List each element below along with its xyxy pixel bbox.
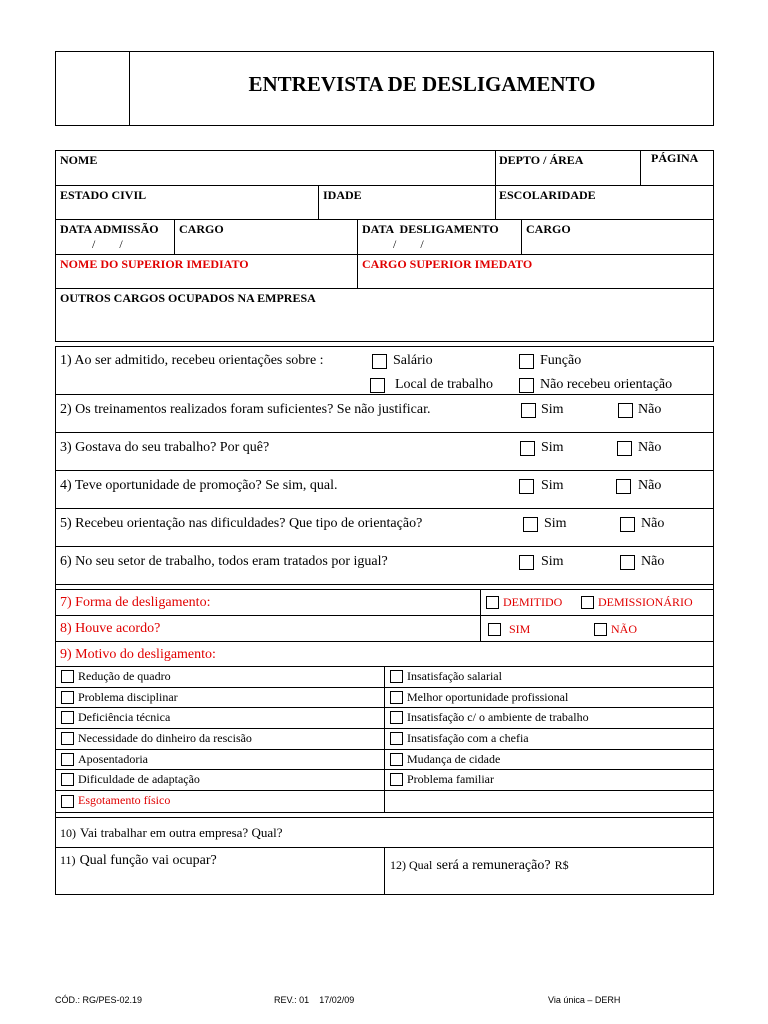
checkbox-demitido[interactable] <box>486 596 499 609</box>
nome-label: NOME <box>60 153 98 167</box>
q-row-line <box>55 546 714 547</box>
checkbox-nao-recebeu[interactable] <box>519 378 534 393</box>
question-12-number: 12) Qual <box>390 858 433 872</box>
motivo-dificuldade-adaptacao: Dificuldade de adaptação <box>78 772 200 786</box>
checkbox-q2-nao[interactable] <box>618 403 633 418</box>
checkbox-necessidade-dinheiro[interactable] <box>61 732 74 745</box>
checkbox-insatisfacao-chefia[interactable] <box>390 732 403 745</box>
motivo-problema-familiar: Problema familiar <box>407 772 494 786</box>
q-col-line <box>384 666 385 812</box>
option-nao-recebeu: Não recebeu orientação <box>540 377 673 392</box>
motivo-deficiencia-tecnica: Deficiência técnica <box>78 710 171 724</box>
data-admissao-slashes: / / <box>92 237 123 251</box>
acordo-sim-label: SIM <box>509 622 531 636</box>
depto-area-label: DEPTO / ÁREA <box>499 153 584 167</box>
cargo2-label: CARGO <box>526 222 571 236</box>
checkbox-problema-disciplinar[interactable] <box>61 691 74 704</box>
q-row-line <box>55 584 714 585</box>
q5-nao-label: Não <box>641 516 665 531</box>
checkbox-insatisfacao-ambiente[interactable] <box>390 711 403 724</box>
checkbox-q3-nao[interactable] <box>617 441 632 456</box>
question-3: 3) Gostava do seu trabalho? Por quê? <box>60 440 270 455</box>
motivo-mudanca-cidade: Mudança de cidade <box>407 752 501 766</box>
motivo-insatisfacao-salarial: Insatisfação salarial <box>407 669 502 683</box>
checkbox-mudanca-cidade[interactable] <box>390 753 403 766</box>
q-row-line <box>55 394 714 395</box>
question-11-number: 11) <box>60 853 76 867</box>
question-7: 7) Forma de desligamento: <box>60 595 211 610</box>
checkbox-reducao-quadro[interactable] <box>61 670 74 683</box>
q6-nao-label: Não <box>641 554 665 569</box>
data-admissao-label: DATA ADMISSÃO <box>60 222 159 236</box>
info-col-line <box>495 185 496 219</box>
info-col-line <box>357 219 358 288</box>
q4-sim-label: Sim <box>541 478 564 493</box>
q4-nao-label: Não <box>638 478 662 493</box>
info-row-line <box>55 185 714 186</box>
motivo-aposentadoria: Aposentadoria <box>78 752 148 766</box>
checkbox-insatisfacao-salarial[interactable] <box>390 670 403 683</box>
q-col-line <box>384 847 385 895</box>
question-10-number: 10) <box>60 826 76 840</box>
checkbox-q2-sim[interactable] <box>521 403 536 418</box>
q-row-line <box>55 508 714 509</box>
question-6: 6) No seu setor de trabalho, todos eram tratados por igual? <box>60 554 388 569</box>
checkbox-deficiencia-tecnica[interactable] <box>61 711 74 724</box>
checkbox-esgotamento-fisico[interactable] <box>61 795 74 808</box>
checkbox-aposentadoria[interactable] <box>61 753 74 766</box>
q-row-line <box>55 817 714 818</box>
checkbox-melhor-oportunidade[interactable] <box>390 691 403 704</box>
question-10 <box>60 824 282 842</box>
info-col-line <box>174 219 175 254</box>
q2-nao-label: Não <box>638 402 662 417</box>
question-10-text: Vai trabalhar em outra empresa? Qual? <box>80 825 283 840</box>
footer-via: Via única – DERH <box>548 995 621 1005</box>
q2-sim-label: Sim <box>541 402 564 417</box>
acordo-nao-label: NÃO <box>611 622 637 636</box>
q-row-line <box>55 615 714 616</box>
cargo-superior-label: CARGO SUPERIOR IMEDATO <box>362 257 533 271</box>
footer-revision: REV.: 01 17/02/09 <box>274 995 355 1005</box>
question-5: 5) Recebeu orientação nas dificuldades? Que tipo de orientação? <box>60 516 423 531</box>
checkbox-funcao[interactable] <box>519 354 534 369</box>
question-9: 9) Motivo do desligamento: <box>60 647 216 662</box>
checkbox-q6-nao[interactable] <box>620 555 635 570</box>
question-8: 8) Houve acordo? <box>60 621 161 636</box>
nome-superior-label: NOME DO SUPERIOR IMEDIATO <box>60 257 249 271</box>
q3-sim-label: Sim <box>541 440 564 455</box>
checkbox-salario[interactable] <box>372 354 387 369</box>
data-desligamento-label: DATA DESLIGAMENTO <box>362 222 499 236</box>
footer-code: CÓD.: RG/PES-02.19 <box>55 995 143 1005</box>
checkbox-q3-sim[interactable] <box>520 441 535 456</box>
q5-sim-label: Sim <box>544 516 567 531</box>
checkbox-demissionario[interactable] <box>581 596 594 609</box>
option-salario: Salário <box>393 353 433 368</box>
question-11-text: Qual função vai ocupar? <box>79 853 217 868</box>
checkbox-q4-sim[interactable] <box>519 479 534 494</box>
checkbox-dificuldade-adaptacao[interactable] <box>61 773 74 786</box>
info-row-line <box>55 219 714 220</box>
checkbox-q5-sim[interactable] <box>523 517 538 532</box>
q6-sim-label: Sim <box>541 554 564 569</box>
outros-cargos-label: OUTROS CARGOS OCUPADOS NA EMPRESA <box>60 291 316 305</box>
motivo-melhor-oportunidade: Melhor oportunidade profissional <box>407 690 569 704</box>
checkbox-acordo-sim[interactable] <box>488 623 501 636</box>
checkbox-local-trabalho[interactable] <box>370 378 385 393</box>
q-row-line <box>55 589 714 590</box>
motivo-problema-disciplinar: Problema disciplinar <box>78 690 178 704</box>
question-2: 2) Os treinamentos realizados foram suficientes? Se não justificar. <box>60 402 431 417</box>
idade-label: IDADE <box>323 188 362 202</box>
question-12-suffix: R$ <box>554 858 569 872</box>
page-title: ENTREVISTA DE DESLIGAMENTO <box>248 72 596 96</box>
info-row-line <box>55 288 714 289</box>
motivo-insatisfacao-ambiente: Insatisfação c/ o ambiente de trabalho <box>407 710 589 724</box>
cargo-label: CARGO <box>179 222 224 236</box>
checkbox-q6-sim[interactable] <box>519 555 534 570</box>
q3-nao-label: Não <box>638 440 662 455</box>
escolaridade-label: ESCOLARIDADE <box>499 188 596 202</box>
motivo-insatisfacao-chefia: Insatisfação com a chefia <box>407 731 529 745</box>
motivo-esgotamento-fisico: Esgotamento físico <box>78 793 171 807</box>
question-1: 1) Ao ser admitido, recebeu orientações sobre : <box>60 353 324 368</box>
motivo-necessidade-dinheiro: Necessidade do dinheiro da rescisão <box>78 731 252 745</box>
question-4: 4) Teve oportunidade de promoção? Se sim, qual. <box>60 478 338 493</box>
question-12 <box>390 856 569 874</box>
checkbox-problema-familiar[interactable] <box>390 773 403 786</box>
question-11 <box>60 851 217 869</box>
checkbox-q5-nao[interactable] <box>620 517 635 532</box>
checkbox-acordo-nao[interactable] <box>594 623 607 636</box>
info-col-line <box>495 150 496 185</box>
q-row-line <box>55 432 714 433</box>
q-col-line <box>480 589 481 641</box>
demitido-label: DEMITIDO <box>503 595 563 609</box>
q-row-line <box>55 812 714 813</box>
demissionario-label: DEMISSIONÁRIO <box>598 595 693 609</box>
info-col-line <box>521 219 522 254</box>
data-desligamento-slashes: / / <box>393 237 424 251</box>
option-local-trabalho: Local de trabalho <box>395 377 493 392</box>
estado-civil-label: ESTADO CIVIL <box>60 188 147 202</box>
info-col-line <box>318 185 319 219</box>
motivo-reducao-quadro: Redução de quadro <box>78 669 171 683</box>
checkbox-q4-nao[interactable] <box>616 479 631 494</box>
q-row-line <box>55 641 714 642</box>
option-funcao: Função <box>540 353 582 368</box>
info-table <box>55 150 714 342</box>
q-row-line <box>55 470 714 471</box>
question-12-text: será a remuneração? <box>436 858 551 873</box>
info-row-line <box>55 254 714 255</box>
info-col-line <box>640 150 641 185</box>
pagina-label: PÁGINA <box>651 151 699 165</box>
